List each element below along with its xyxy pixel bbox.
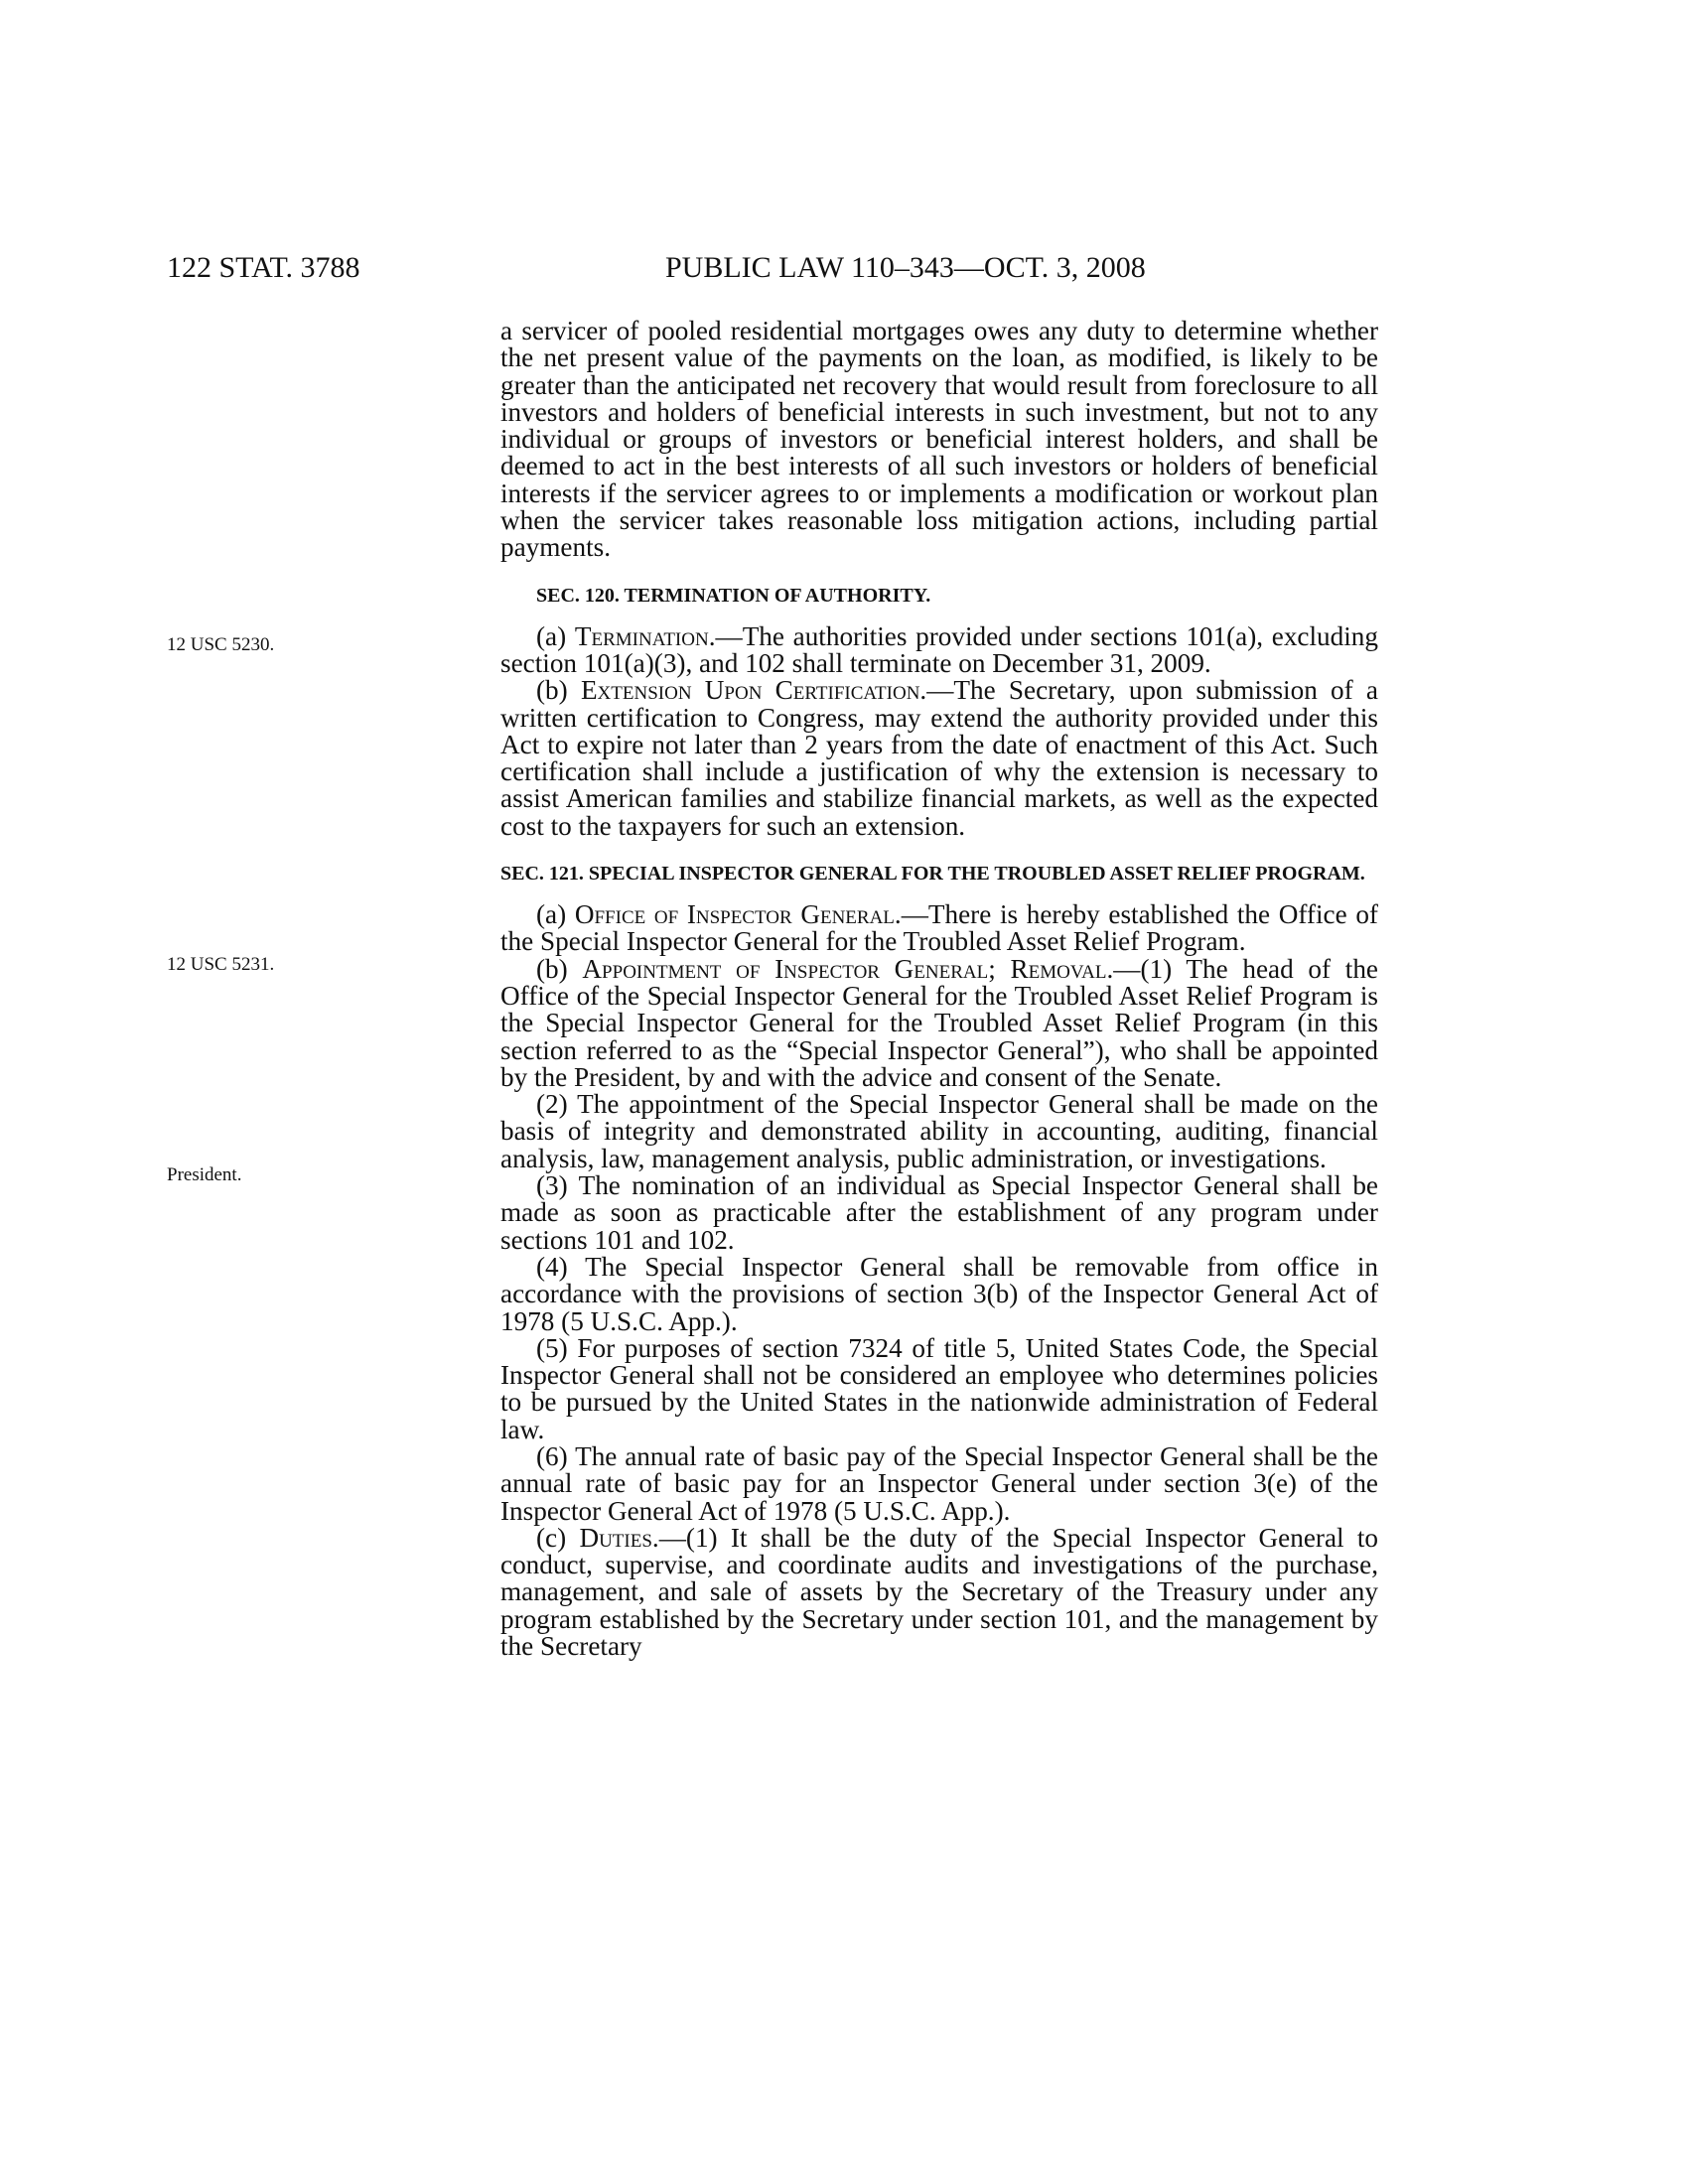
statute-citation: 122 STAT. 3788 bbox=[167, 251, 360, 284]
subsection-title: Office of Inspector General bbox=[574, 899, 895, 930]
margin-note-president: President. bbox=[167, 1164, 242, 1185]
continuation-paragraph: a servicer of pooled residential mortgages owes any duty to determine whether the net present value of the payments on the loan, as modified, is likely to be greater than the anticipated net recovery that would result from foreclosure to all investors and holders of beneficial interests in such investment, but not to any individual or groups of investors or beneficial interest holders, and shall be deemed to act in the best interests of all such investors or holders of beneficial interests if the servicer agrees to or implements a modification or workout plan when the servicer takes reasonable loss mitigation actions, including partial payments. bbox=[500, 316, 1378, 563]
section-121-paragraph-b5: (5) For purposes of section 7324 of title 5, United States Code, the Special Inspector General shall not be considered an employee who determines policies to be pursued by the United States in the nationwide administration of Federal law. bbox=[500, 1332, 1378, 1444]
section-121-paragraph-b6: (6) The annual rate of basic pay of the Special Inspector General shall be the annual rate of basic pay for an Inspector General under section 3(e) of the Inspector General Act of 1978 (5 U.S.C. App.). bbox=[500, 1440, 1378, 1526]
margin-note-usc-5231: 12 USC 5231. bbox=[167, 954, 275, 975]
section-121-subsection-a: (a) Office of Inspector General.—There is hereby established the Office of the Special Inspector General for the Troubled Asset Relief Program. bbox=[500, 899, 1378, 957]
margin-note-usc-5230: 12 USC 5230. bbox=[167, 634, 275, 655]
section-120-heading: SEC. 120. TERMINATION OF AUTHORITY. bbox=[536, 584, 931, 607]
section-120-subsection-a: (a) Termination.—The authorities provided under sections 101(a), excluding section 101(a)(3), and 102 shall terminate on December 31, 2009. bbox=[500, 620, 1378, 678]
section-120-subsection-b: (b) Extension Upon Certification.—The Secretary, upon submission of a written certification to Congress, may extend the authority provided under this Act to expire not later than 2 years from the date of enactment of this Act. Such certification shall include a justification of why the extension is necessary to assist American families and stabilize financial markets, as well as the expected cost to the taxpayers for such an extension. bbox=[500, 675, 1378, 841]
body-text-column bbox=[500, 318, 1378, 1660]
section-121-paragraph-b3: (3) The nomination of an individual as Special Inspector General shall be made as soon as practicable after the establishment of any program under sections 101 and 102. bbox=[500, 1170, 1378, 1255]
section-121-paragraph-b2: (2) The appointment of the Special Inspector General shall be made on the basis of integrity and demonstrated ability in accounting, auditing, financial analysis, law, management analysis, public administration, or investigations. bbox=[500, 1089, 1378, 1173]
public-law-citation: PUBLIC LAW 110–343—OCT. 3, 2008 bbox=[665, 251, 1146, 284]
subsection-title: Appointment of Inspector General; Removal bbox=[582, 953, 1107, 984]
page-header bbox=[167, 248, 1368, 288]
subsection-title: Duties bbox=[579, 1522, 652, 1553]
subsection-title: Termination bbox=[574, 620, 709, 651]
section-121-paragraph-b4: (4) The Special Inspector General shall be removable from office in accordance with the provisions of section 3(b) of the Inspector General Act of 1978 (5 U.S.C. App.). bbox=[500, 1251, 1378, 1336]
section-121-subsection-c: (c) Duties.—(1) It shall be the duty of the Special Inspector General to conduct, supervise, and coordinate audits and investigations of the purchase, management, and sale of assets by the Secretary of the Treasury under any program established by the Secretary under section 101, and the management by the Secretary bbox=[500, 1522, 1378, 1662]
section-121-subsection-b1: (b) Appointment of Inspector General; Removal.—(1) The head of the Office of the Special Inspector General for the Troubled Asset Relief Program is the Special Inspector General for the Troubled Asset Relief Program (in this section referred to as the “Special Inspector General”), who shall be appointed by the President, by and with the advice and consent of the Senate. bbox=[500, 953, 1378, 1092]
subsection-title: Extension Upon Certification bbox=[580, 675, 920, 706]
section-121-heading: SEC. 121. SPECIAL INSPECTOR GENERAL FOR THE TROUBLED ASSET RELIEF PROGRAM. bbox=[500, 863, 1365, 886]
